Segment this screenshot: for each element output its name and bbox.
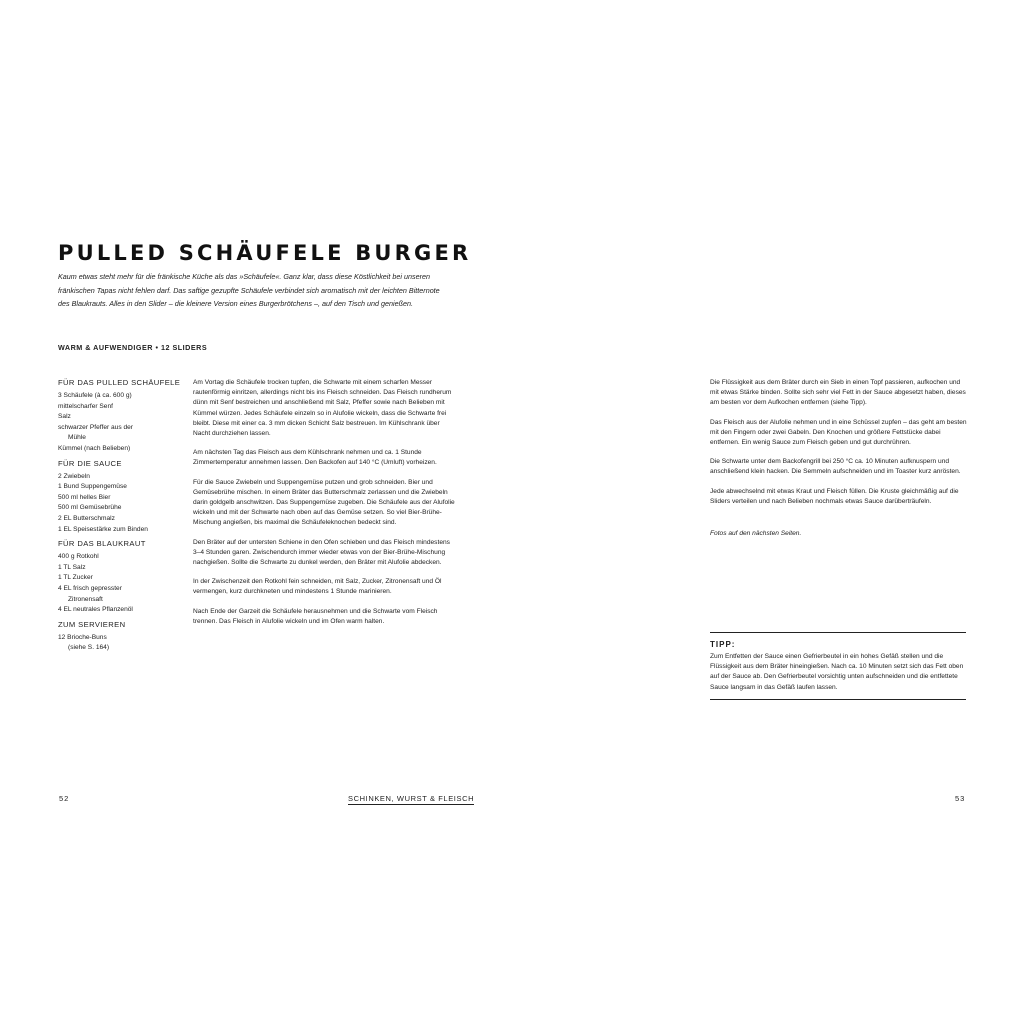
ingredient-item: 4 EL neutrales Pflanzenöl xyxy=(58,606,133,614)
ingredient-item: schwarzer Pfeffer aus der Mühle xyxy=(58,423,134,442)
method-step: Für die Sauce Zwiebeln und Suppengemüse putzen und grob schneiden. Bier und Gemüsebrühe mischen. In einem Bräter das Butterschmalz zerlassen und die Zwiebeln darin goldgelb anschwitzen. Das Suppengemüse zugeben. Die Schäufele aus der Alufolie wickeln und mit der Schwarte nach oben auf das Gemüse setzen. So viel Bier-Brühe-Mischung angießen, bis maximal die Schäufeleknochen bedeckt sind. xyxy=(193,478,455,527)
method-step: Jede abwechselnd mit etwas Kraut und Fleisch füllen. Die Kruste gleichmäßig auf die Sliders verteilen und nach Belieben nochmals etwas Sauce darüberträufeln. xyxy=(710,487,959,505)
ingredient-section xyxy=(58,378,188,455)
ingredient-item: 1 EL Speisestärke zum Binden xyxy=(58,525,148,533)
page-number-right: 53 xyxy=(955,794,966,803)
method-step: Den Bräter auf der untersten Schiene in den Ofen schieben und das Fleisch mindestens 3–4 Stunden garen. Zwischendurch immer wieder etwas von der Bier-Brühe-Mischung nachgießen. Sollte die Schwarte zu dunkel werden, den Bräter mit Alufolie abdecken. xyxy=(193,538,450,567)
ingredient-section xyxy=(58,539,188,616)
ingredient-list xyxy=(58,552,188,616)
recipe-intro: Kaum etwas steht mehr für die fränkische Küche als das »Schäufele«. Ganz klar, dass diese Köstlichkeit bei unseren fränkischen Tapas nicht fehlen darf. Das saftige gezupfte Schäufele verbindet sich aromatisch mit der leichten Bitternote des Blaukrauts. Alles in den Slider – die kleinere Version eines Burgerbrötchens –, auf den Tisch und genießen. xyxy=(58,272,440,308)
tip-box xyxy=(710,632,966,700)
ingredient-section-heading: ZUM SERVIEREN xyxy=(58,619,126,629)
ingredient-item: 1 Bund Suppengemüse xyxy=(58,483,127,491)
ingredient-item: mittelscharfer Senf xyxy=(58,402,113,410)
ingredient-section-heading: FÜR DAS PULLED SCHÄUFELE xyxy=(58,378,181,387)
ingredient-item: Salz xyxy=(58,413,71,421)
ingredient-item: 4 EL frisch gepresster Zitronensaft xyxy=(58,584,122,603)
page-number-left: 52 xyxy=(59,794,70,803)
ingredient-section-heading: FÜR DIE SAUCE xyxy=(58,458,122,468)
ingredient-item: 500 ml Gemüsebrühe xyxy=(58,504,122,512)
ingredient-item: 400 g Rotkohl xyxy=(58,553,99,561)
ingredient-list xyxy=(58,472,188,536)
recipe-meta: WARM & AUFWENDIGER • 12 SLIDERS xyxy=(58,343,208,352)
ingredient-item: 3 Schäufele (à ca. 600 g) xyxy=(58,392,132,399)
method-step: In der Zwischenzeit den Rotkohl fein schneiden, mit Salz, Zucker, Zitronensaft und Öl vermengen, kurz durchkneten und mindestens 1 Stunde marinieren. xyxy=(193,578,442,596)
ingredient-item: 2 Zwiebeln xyxy=(58,472,90,480)
ingredient-item: Kümmel (nach Belieben) xyxy=(58,444,131,452)
ingredient-item: 500 ml helles Bier xyxy=(58,493,111,501)
method-step: Am nächsten Tag das Fleisch aus dem Kühlschrank nehmen und ca. 1 Stunde Zimmertemperatur annehmen lassen. Den Backofen auf 140 °C (Umluft) vorheizen. xyxy=(193,449,437,467)
ingredient-item: 1 TL Salz xyxy=(58,563,86,571)
method-continued-column xyxy=(710,378,968,548)
method-step: Am Vortag die Schäufele trocken tupfen, die Schwarte mit einem scharfen Messer rautenförmig einritzen, allerdings nicht bis ins Fleisch schneiden. Das Fleisch rundherum dünn mit Senf bestreichen und anschließend mit Salz, Pfeffer sowie nach Belieben mit Kümmel würzen. Jedes Schäufele einzeln so in Alufolie wickeln, dass die Schwarte frei bleibt. Diese mit einer ca. 3 mm dicken Schicht Salz bestreuen. Im Kühlschrank über Nacht durchziehen lassen. xyxy=(193,379,452,438)
ingredients-column xyxy=(58,378,188,658)
recipe-title: PULLED SCHÄUFELE BURGER xyxy=(58,241,472,265)
method-step: Das Fleisch aus der Alufolie nehmen und in eine Schüssel zupfen – das geht am besten mit den Fingern oder zwei Gabeln. Den Knochen und größere Fettstücke dabei entfernen. Ein wenig Sauce zum Fleisch geben und gut durchrühren. xyxy=(710,418,967,447)
ingredient-list xyxy=(58,633,188,654)
ingredient-section-heading: FÜR DAS BLAUKRAUT xyxy=(58,539,146,549)
method-column xyxy=(193,378,455,636)
tip-body: Zum Entfetten der Sauce einen Gefrierbeutel in ein hohes Gefäß stellen und die Flüssigkeit aus dem Bräter hineingießen. Nach ca. 10 Minuten setzt sich das Fett oben auf der Sauce ab. Den Gefrierbeutel vorsichtig unten aufschneiden und die entfettete Sauce langsam in das Gefäß laufen lassen. xyxy=(710,653,964,691)
method-step: Die Schwarte unter dem Backofengrill bei 250 °C ca. 10 Minuten aufknuspern und anschließend klein hacken. Die Semmeln aufschneiden und im Toaster kurz anrösten. xyxy=(710,458,961,476)
ingredient-list xyxy=(58,391,188,455)
ingredient-section xyxy=(58,620,188,654)
running-head: SCHINKEN, WURST & FLEISCH xyxy=(348,794,475,803)
ingredient-item: 12 Brioche-Buns (siehe S. 164) xyxy=(58,633,110,652)
photo-note: Fotos auf den nächsten Seiten. xyxy=(710,530,802,538)
method-step: Nach Ende der Garzeit die Schäufele herausnehmen und die Schwarte vom Fleisch trennen. Das Fleisch in Alufolie wickeln und im Ofen warm halten. xyxy=(193,607,438,625)
ingredient-item: 1 TL Zucker xyxy=(58,574,93,582)
tip-heading: TIPP: xyxy=(710,640,736,649)
ingredient-section xyxy=(58,459,188,536)
ingredient-item: 2 EL Butterschmalz xyxy=(58,514,115,522)
method-step: Die Flüssigkeit aus dem Bräter durch ein Sieb in einen Topf passieren, aufkochen und mit etwas Stärke binden. Sollte sich sehr viel Fett in der Sauce abgesetzt haben, dieses am besten vor dem Aufkochen entfernen (siehe Tipp). xyxy=(710,379,966,407)
